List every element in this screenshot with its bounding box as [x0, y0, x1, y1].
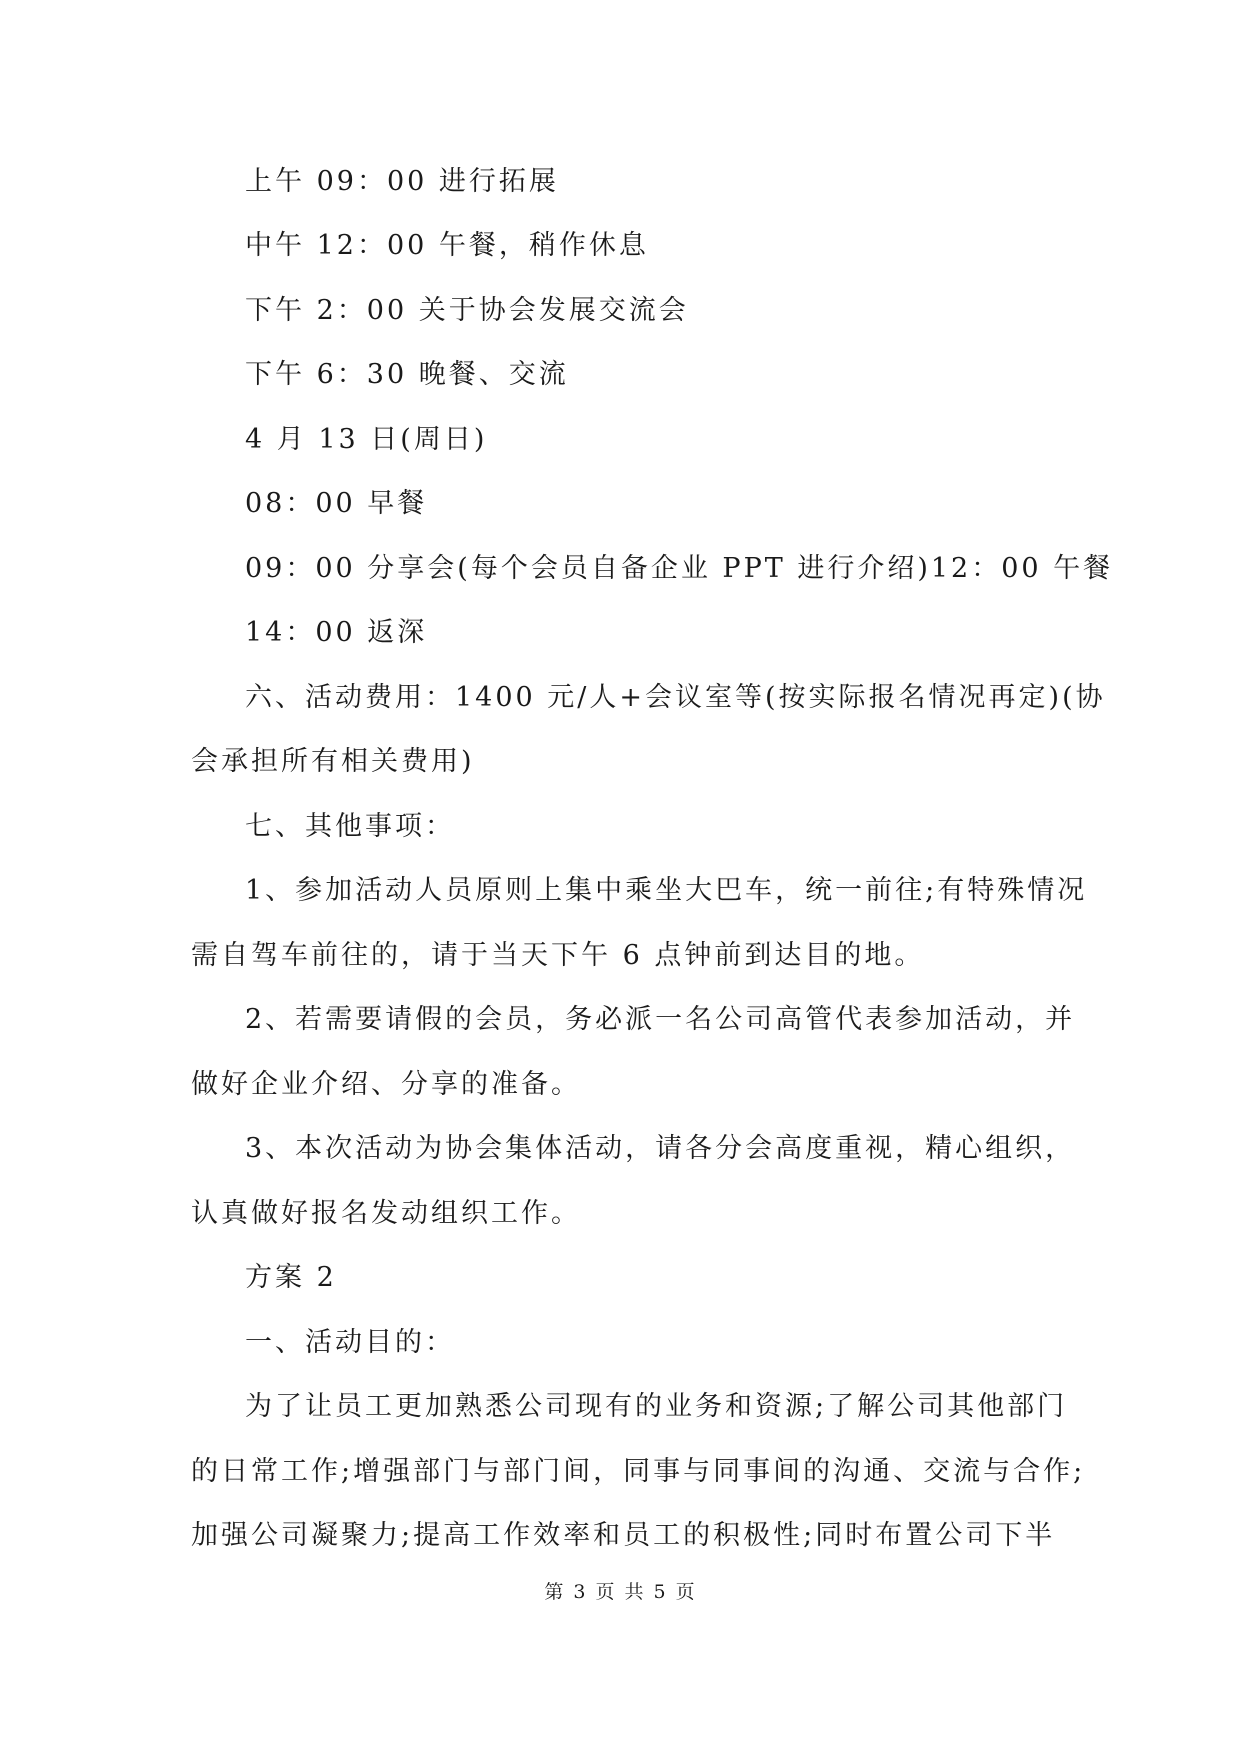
page-footer: 第 3 页 共 5 页: [544, 1581, 697, 1603]
schedule-line: 09：00 分享会(每个会员自备企业 PPT 进行介绍)12：00 午餐: [245, 553, 1114, 584]
schedule-line: 下午 6：30 晚餐、交流: [245, 359, 569, 390]
schedule-line: 下午 2：00 关于协会发展交流会: [245, 295, 689, 326]
schedule-line: 14：00 返深: [245, 617, 428, 648]
paragraph-line: 做好企业介绍、分享的准备。: [191, 1069, 581, 1100]
schedule-line: 08：00 早餐: [245, 488, 428, 519]
date-heading: 4 月 13 日(周日): [245, 424, 488, 455]
paragraph-line: 会承担所有相关费用): [191, 746, 475, 777]
schedule-line: 中午 12：00 午餐，稍作休息: [245, 230, 649, 261]
paragraph-line: 认真做好报名发动组织工作。: [191, 1198, 581, 1229]
paragraph-line: 加强公司凝聚力;提高工作效率和员工的积极性;同时布置公司下半: [191, 1520, 1056, 1551]
paragraph-line: 六、活动费用：1400 元/人+会议室等(按实际报名情况再定)(协: [245, 682, 1106, 713]
schedule-line: 上午 09：00 进行拓展: [245, 166, 559, 197]
paragraph-line: 1、参加活动人员原则上集中乘坐大巴车，统一前往;有特殊情况: [245, 875, 1088, 906]
paragraph-line: 需自驾车前往的，请于当天下午 6 点钟前到达目的地。: [191, 940, 925, 971]
section-heading: 方案 2: [245, 1262, 337, 1293]
paragraph-line: 2、若需要请假的会员，务必派一名公司高管代表参加活动，并: [245, 1004, 1076, 1035]
section-heading: 一、活动目的：: [245, 1327, 455, 1358]
paragraph-line: 的日常工作;增强部门与部门间，同事与同事间的沟通、交流与合作;: [191, 1456, 1086, 1487]
section-heading: 七、其他事项：: [245, 811, 455, 842]
paragraph-line: 3、本次活动为协会集体活动，请各分会高度重视，精心组织，: [245, 1133, 1076, 1164]
paragraph-line: 为了让员工更加熟悉公司现有的业务和资源;了解公司其他部门: [245, 1391, 1068, 1422]
